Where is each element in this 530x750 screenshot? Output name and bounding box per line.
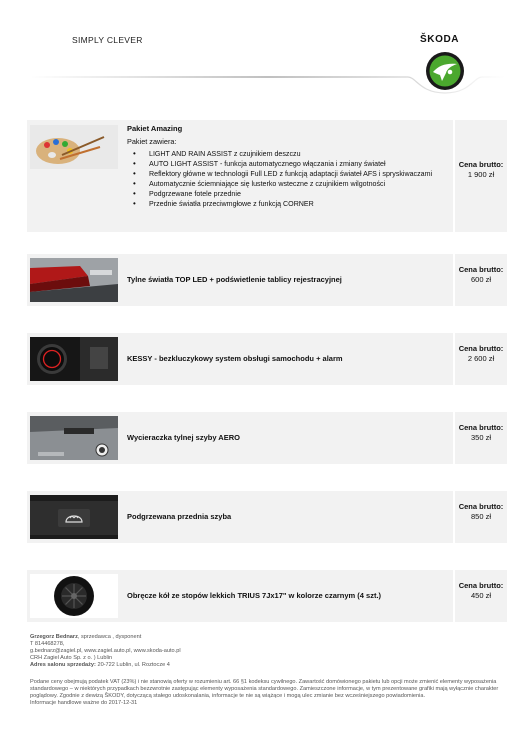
list-item: • Reflektory główne w technologii Full LED z funkcją adaptacji świateł AFS i spryskiwaczami (127, 170, 451, 179)
rear-wiper-icon (30, 416, 118, 460)
price-column (453, 412, 507, 464)
package-intro: Pakiet zawiera: (127, 137, 177, 146)
price-block (455, 423, 507, 443)
price-block (455, 160, 507, 180)
company-name: CRH Zagiel Auto Sp. z o. ) Lublin (30, 655, 113, 661)
price-column (453, 570, 507, 622)
tail-light-icon (30, 258, 118, 302)
price-label: Cena brutto: (458, 502, 504, 511)
validity-note: Informacje handlowe ważne do 2017-12-31 (30, 700, 138, 706)
page-footer (30, 634, 500, 707)
option-thumbnail (30, 574, 118, 618)
list-item: • Automatycznie ściemniające się lusterko wsteczne z czujnikiem wilgotności (127, 180, 451, 189)
option-row (27, 333, 507, 385)
salesperson-line (30, 634, 500, 641)
price-label: Cena brutto: (458, 581, 504, 590)
price-column (453, 254, 507, 306)
option-title: Wycieraczka tylnej szyby AERO (127, 433, 240, 442)
price-value: 600 zł (470, 275, 491, 284)
price-column (453, 333, 507, 385)
palette-icon (30, 125, 118, 169)
price-block (455, 344, 507, 364)
option-thumbnail (30, 495, 118, 539)
price-label: Cena brutto: (458, 160, 504, 169)
salesperson-name: Grzegorz Bednarz (30, 634, 78, 640)
option-title: Tylne światła TOP LED + podświetlenie tablicy rejestracyjnej (127, 275, 342, 284)
address-value: 20-722 Lublin, ul. Roztocze 4 (95, 662, 170, 668)
price-label: Cena brutto: (458, 265, 504, 274)
price-value: 1 900 zł (467, 170, 495, 179)
windshield-heating-button-icon (30, 495, 118, 539)
option-thumbnail (30, 258, 118, 302)
price-value: 450 zł (470, 591, 491, 600)
salesperson-role: , sprzedawca , dysponent (77, 634, 142, 640)
price-block (455, 265, 507, 285)
option-row (27, 412, 507, 464)
package-row (27, 120, 507, 232)
skoda-logo-icon (425, 51, 465, 91)
list-item: • LIGHT AND RAIN ASSIST z czujnikiem deszczu (127, 150, 451, 159)
price-value: 2 600 zł (467, 354, 495, 363)
price-block (455, 581, 507, 601)
price-value: 350 zł (470, 433, 491, 442)
address-line (30, 662, 500, 669)
price-block (455, 502, 507, 522)
package-items (127, 150, 451, 209)
option-row (27, 254, 507, 306)
package-thumbnail (30, 125, 118, 169)
page-header (0, 0, 530, 110)
price-column (453, 491, 507, 543)
option-title: Podgrzewana przednia szyba (127, 512, 232, 521)
price-label: Cena brutto: (458, 423, 504, 432)
price-value: 850 zł (470, 512, 491, 521)
option-row (27, 491, 507, 543)
option-title: Obręcze kół ze stopów lekkich TRIUS 7Jx17" w kolorze czarnym (4 szt.) (127, 591, 382, 600)
price-disclaimer: Podane ceny obejmują podatek VAT (23%) i nie stanowią oferty w rozumieniu art. 66 §1 kodeksu cywilnego. Zawartość domówionego pakietu lub opcji może zmienić elementy wyposażenia standardowego – w niektórych przypadkach bezzwrotnie zastępując elementy wyposażenia standardowego. Zamieszczone informacje, w tym prezentowane grafiki mają wyłącznie charakter poglądowy. Zgodnie z dewizą ŠKODY, dotyczącą stałego udoskonalania, informacje te nie są wiążące i mogą ulec zmianie bez wcześniejszego powiadomienia. (30, 679, 499, 699)
brand-name: ŠKODA (420, 34, 460, 45)
salesperson-phone: T 814468278, (30, 641, 65, 647)
option-thumbnail (30, 337, 118, 381)
start-button-icon (30, 337, 118, 381)
package-title: Pakiet Amazing (127, 124, 183, 133)
option-row (27, 570, 507, 622)
option-thumbnail (30, 416, 118, 460)
option-title: KESSY - bezkluczykowy system obsługi samochodu + alarm (127, 354, 343, 363)
list-item: • Przednie światła przeciwmgłowe z funkcją CORNER (127, 200, 451, 209)
price-label: Cena brutto: (458, 344, 504, 353)
address-label: Adres salonu sprzedaży: (30, 662, 96, 668)
list-item: • AUTO LIGHT ASSIST - funkcja automatycznego włączania i zmiany świateł (127, 160, 451, 169)
list-item: • Podgrzewane fotele przednie (127, 190, 451, 199)
price-column (453, 120, 507, 232)
contact-links: g.bednarz@zagiel.pl, www.zagiel.auto.pl, www.skoda-auto.pl (30, 648, 181, 654)
alloy-wheel-icon (30, 574, 118, 618)
brand-slogan: SIMPLY CLEVER (72, 35, 143, 45)
package-description (127, 124, 451, 211)
